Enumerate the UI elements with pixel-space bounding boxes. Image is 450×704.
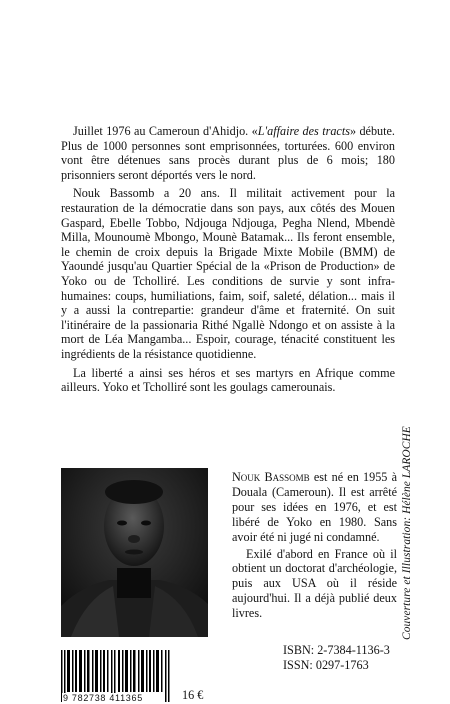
blurb-p1-start: Juillet 1976 au Cameroun d'Ahidjo. « bbox=[73, 124, 258, 138]
blurb-p1-end: » débute. Plus de 1000 personnes sont emprisonnées, torturées. 600 environ vont être détenues sans procès durant plus de 6 mois; 180 prisonniers seront déportés vers le nord. bbox=[61, 124, 395, 182]
issn-number: ISSN: 0297-1763 bbox=[283, 657, 369, 672]
cover-credit-text: Couverture et Illustration: Hélène LAROCHE bbox=[401, 426, 413, 640]
barcode-number: 9 782738 411365 bbox=[63, 693, 143, 703]
author-name: Nouk Bassomb bbox=[232, 470, 310, 484]
blurb-p1-title: L'affaire des tracts bbox=[257, 124, 350, 138]
identifiers-block bbox=[283, 643, 390, 672]
bio-paragraph-1 bbox=[232, 470, 397, 545]
author-bio bbox=[232, 470, 397, 621]
bio-paragraph-2: Exilé d'abord en France où il obtient un doctorat d'archéologie, puis aux USA où il réside aujourd'hui. Il a déjà publié deux livres. bbox=[232, 546, 397, 621]
bio-p1-text: est né en 1955 à Douala (Cameroun). Il est arrêté pour ses idées en 1976, et est libéré de Yoko en 1980. Sans avoir été ni jugé ni condamné. bbox=[232, 470, 397, 544]
blurb-paragraph-2: Nouk Bassomb a 20 ans. Il militait activement pour la restauration de la démocratie dans son pays, aux côtés des Mouen Gaspard, Ebelle Tobbo, Ndjouga Ndjouga, Pegha Nlend, Mbendè Milla, Mounoumè Mbongo, Mounè Batamak... Ils feront ensemble, le chemin de croix depuis la Brigade Mixte Mobile (BMM) de Yaoundé jusqu'au Quartier Spécial de la «Prison de Production» de Yoko ou de Tcholliré. Les conditions de survie y sont infra-humaines: coups, humiliations, faim, soif, saleté, délation... mais il y a aussi la contrepartie: grandeur d'âme et fraternité. On suit l'itinéraire de la passionaria Rithé Ngallè Ndongo et on assiste à la mort de Léa Mangamba... Espoir, courage, ténacité constituent les ingrédients de la résistance quotidienne. bbox=[61, 186, 395, 361]
back-cover-blurb bbox=[61, 124, 395, 399]
price: 16 € bbox=[182, 688, 204, 702]
author-photo bbox=[61, 468, 208, 637]
blurb-paragraph-3: La liberté a ainsi ses héros et ses martyrs en Afrique comme ailleurs. Yoko et Tcholliré sont les goulags camerounais. bbox=[61, 365, 395, 395]
isbn-number: ISBN: 2-7384-1136-3 bbox=[283, 643, 390, 657]
blurb-paragraph-1 bbox=[61, 124, 395, 182]
